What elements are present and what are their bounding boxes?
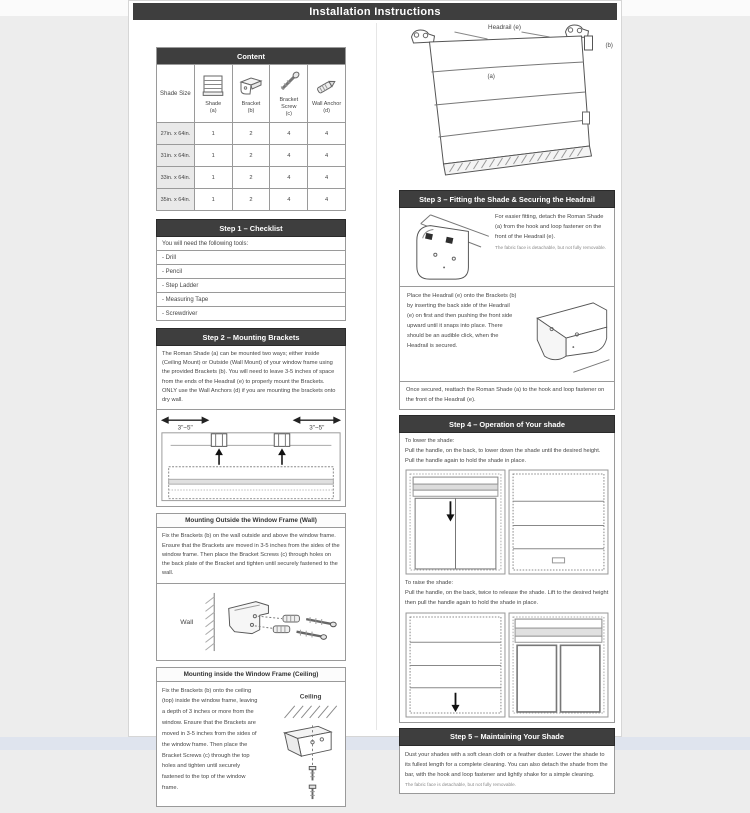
column-sub: (a) (209, 107, 217, 114)
step4-diagrams-raise (405, 612, 609, 718)
ceiling-bracket-glyph (284, 726, 331, 756)
content-table (156, 47, 346, 211)
headrail-detach-diagram (403, 211, 491, 283)
page-title: Installation Instructions (133, 3, 617, 20)
shade-raised-diagram (508, 612, 609, 718)
qty-cell: 2 (232, 123, 270, 145)
column-label: Wall Anchor (312, 100, 342, 107)
page-fold-line (376, 23, 377, 730)
background-bottom (0, 737, 750, 750)
tool-item: - Pencil (156, 265, 346, 279)
wall-bracket-glyph (229, 601, 269, 633)
shade-icon (200, 73, 226, 99)
qty-cell: 4 (270, 123, 308, 145)
wall-mount-diagram-box (156, 584, 346, 661)
content-table-title: Content (157, 48, 346, 65)
step4-diagrams-lower (405, 469, 609, 575)
size-column-header: Shade Size (157, 65, 195, 123)
qty-cell: 2 (232, 189, 270, 211)
screw-glyph (306, 617, 336, 627)
step5-header: Step 5 – Maintaining Your Shade (399, 728, 615, 746)
size-cell: 35in. x 64in. (157, 189, 195, 211)
step4-raise-text (405, 579, 609, 608)
qty-cell: 1 (194, 189, 232, 211)
qty-cell: 4 (308, 123, 346, 145)
step3-block1 (399, 208, 615, 287)
column-label: Bracket Screw (279, 97, 299, 111)
shade-lowered-diagram (508, 469, 609, 575)
step3-header: Step 3 – Fitting the Shade & Securing the Headrail (399, 190, 615, 208)
screw-glyph (297, 629, 327, 639)
qty-cell: 4 (308, 189, 346, 211)
step2-header: Step 2 – Mounting Brackets (156, 328, 346, 346)
screw-glyph (309, 766, 316, 780)
roman-shade-diagram (399, 20, 615, 186)
wall-mount-header: Mounting Outside the Window Frame (Wall) (156, 513, 346, 528)
column-sub: (d) (323, 107, 330, 114)
step2-diagram-box (156, 410, 346, 507)
instruction-sheet (128, 0, 622, 792)
step4-lower-body: Pull the handle, on the back, to lower down the shade until the desired height. Pull the handle again to hold the shade in place. (405, 448, 601, 464)
table-row (157, 189, 346, 211)
ceiling-mount-header: Mounting inside the Window Frame (Ceiling) (156, 667, 346, 682)
qty-cell: 1 (194, 123, 232, 145)
ceiling-mount-section (156, 667, 346, 807)
table-row (157, 167, 346, 189)
screw-glyph (309, 785, 316, 799)
wall-label: Wall (180, 618, 194, 626)
anchor-glyph (283, 615, 299, 622)
wall-mount-body: Fix the Brackets (b) on the wall outside and above the window frame. Ensure that the Brackets are moved in 3-5 inches from the sides of the window frame. Then place the Bracket Screws (c) through holes on the back plate of the Bracket and tighten until securely fastened to the wall. (156, 528, 346, 583)
step2-section (156, 328, 346, 507)
step5-section (399, 728, 615, 794)
column-label: Shade (205, 100, 222, 107)
qty-cell: 4 (270, 145, 308, 167)
step3-para1: For easier fitting, detach the Roman Shade (a) from the hook and loop fastener on the front of the Headrail (e). (495, 214, 604, 240)
qty-cell: 1 (194, 167, 232, 189)
tool-item: - Screwdriver (156, 307, 346, 321)
column-sub: (b) (247, 107, 255, 114)
step5-body: Dust your shades with a soft clean cloth or a feather duster. Lower the shade to its fullest length for a complete cleaning. You can also detach the shade from the bar, with the hook and loop fastener and lightly shake for a simple cleaning. (405, 751, 608, 779)
shade-lowered-arrow-diagram (405, 612, 506, 718)
tool-item: - Measuring Tape (156, 293, 346, 307)
qty-cell: 4 (308, 145, 346, 167)
size-cell: 31in. x 64in. (157, 145, 195, 167)
wall-anchor-column-header (308, 65, 346, 123)
shade-label: (a) (487, 74, 495, 80)
bracket-icon (238, 73, 264, 99)
step3-para3: Once secured, reattach the Roman Shade (a) to the hook and loop fastener on the front of the Headrail (e). (406, 387, 605, 403)
step1-section (156, 219, 346, 321)
column-label: Bracket (241, 100, 261, 107)
wall-anchor-icon (314, 73, 340, 99)
bracket-screw-icon (276, 69, 302, 95)
bracket-glyph (211, 434, 226, 447)
step4-raise-body: Pull the handle, on the back, twice to release the shade. Lift to the desired height then pull the handle again to hold the shade in place. (405, 590, 609, 606)
wall-mount-section (156, 513, 346, 660)
step5-note: The fabric face is detachable, but not fully removable. (405, 782, 516, 788)
step3-para2: Place the Headrail (e) onto the Brackets (b) by inserting the back side of the Headrail (e) on first and then pushing the front side upward until it snaps into place. There should be an audible click, when the Headrail is secured. (407, 293, 517, 349)
qty-cell: 1 (194, 145, 232, 167)
left-column (156, 47, 346, 813)
step3-block3 (399, 382, 615, 410)
step3-section (399, 190, 615, 410)
dimension-label: 3"~5" (309, 424, 325, 432)
step4-raise-heading: To raise the shade: (405, 580, 454, 587)
headrail-snap-diagram (521, 290, 611, 378)
column-sub: (c) (285, 110, 292, 117)
step4-lower-heading: To lower the shade: (405, 438, 455, 445)
table-row (157, 145, 346, 167)
bracket-glyph (274, 434, 289, 447)
anchor-glyph (273, 625, 289, 632)
bracket-screw-column-header (270, 65, 308, 123)
qty-cell: 4 (270, 189, 308, 211)
qty-cell: 4 (308, 167, 346, 189)
qty-cell: 2 (232, 145, 270, 167)
step4-body (399, 433, 615, 722)
size-cell: 33in. x 64in. (157, 167, 195, 189)
qty-cell: 4 (270, 167, 308, 189)
step3-block2 (399, 287, 615, 382)
step1-intro: You will need the following tools: (156, 237, 346, 251)
shade-column-header (194, 65, 232, 123)
bracket-column-header (232, 65, 270, 123)
clamp-bracket-glyph (412, 30, 435, 43)
ceiling-mount-body: Fix the Brackets (b) onto the ceiling (top) inside the window frame, leaving a depth of 3 inches or more from the window. Ensure that the Brackets are moved in 3-5 inches from the sides of the window frame. Then place the Bracket Screws (c) through the top holes and tighten until securely fastened to the top of the window frame. (162, 687, 258, 792)
headrail-label: Headrail (e) (488, 24, 521, 31)
shade-raised-arrow-diagram (405, 469, 506, 575)
step3-note1: The fabric face is detachable, but not fully removable. (495, 244, 606, 250)
tool-item: - Drill (156, 251, 346, 265)
ceiling-mount-diagram (264, 686, 340, 804)
step5-box (399, 746, 615, 794)
step4-section (399, 415, 615, 722)
step4-lower-text (405, 437, 609, 466)
ceiling-label: Ceiling (299, 692, 322, 700)
step3-text1 (491, 211, 611, 283)
size-cell: 27in. x 64in. (157, 123, 195, 145)
right-column (399, 20, 615, 794)
step4-header: Step 4 – Operation of Your shade (399, 415, 615, 433)
step1-header: Step 1 – Checklist (156, 219, 346, 237)
bracket-spacing-diagram (159, 413, 343, 503)
tool-item: - Step Ladder (156, 279, 346, 293)
qty-cell: 2 (232, 167, 270, 189)
bracket-label: (b) (605, 43, 613, 49)
table-row (157, 123, 346, 145)
step2-body: The Roman Shade (a) can be mounted two ways; either inside (Ceiling Mount) or Outside (Wall Mount) of your window frame using the provided Brackets (b). You will need to leave 3-5 inches of space from the ends of the Headrail (e) to properly mount the Brackets. ONLY use the Wall Anchors (d) if you are mounting the brackets onto dry wall. (156, 346, 346, 410)
wall-mount-diagram (159, 587, 343, 657)
ceiling-mount-box (156, 682, 346, 807)
dimension-label: 3"~5" (177, 424, 193, 432)
